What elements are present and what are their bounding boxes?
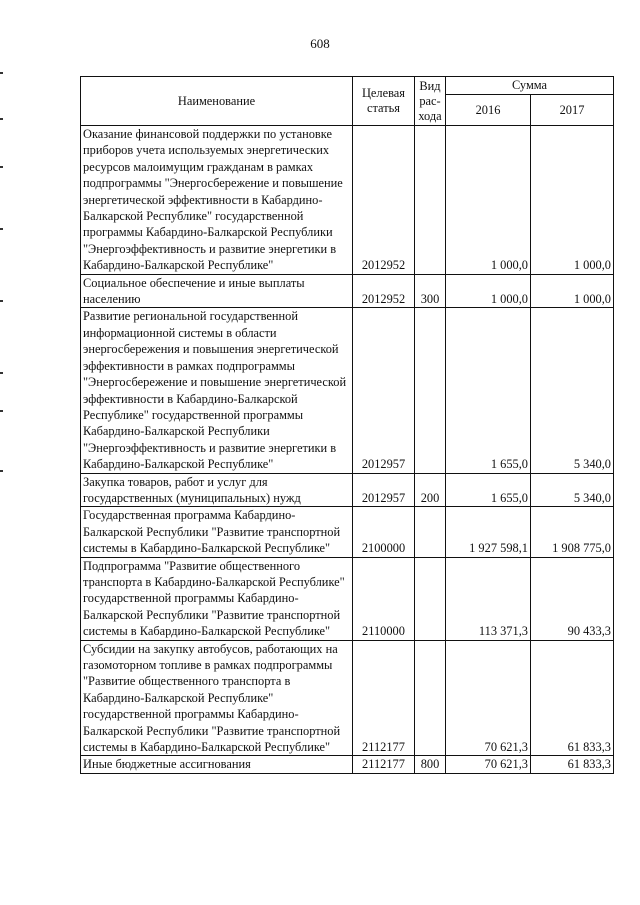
row-name-cell: Развитие региональной государственной информационной системы в области энергосбережения и повышения энергетической эффективности в рамках подпрограммы "Энергосбережение и повышение энергетической эффективности в Кабардино-Балкарской Республике" государственной программы Кабардино-Балкарской Республики "Энергоэффективность и развитие энергетики в Кабардино-Балкарской Республике" <box>81 308 353 473</box>
table-row <box>81 756 614 773</box>
header-row <box>81 77 614 95</box>
scan-edge-marks <box>0 0 4 905</box>
row-sum-2017-cell: 5 340,0 <box>531 473 614 507</box>
row-name-cell: Субсидии на закупку автобусов, работающих на газомоторном топливе в рамках подпрограммы "Развитие общественного транспорта в Кабардино-Балкарской Республике" государственной программы Кабардино-Балкарской Республики "Развитие транспортной системы в Кабардино-Балкарской Республике" <box>81 640 353 756</box>
table-row <box>81 557 614 640</box>
header-target: Целевая статья <box>353 77 415 126</box>
row-type-cell: 200 <box>415 473 446 507</box>
row-sum-2016-cell: 1 000,0 <box>446 274 531 308</box>
row-sum-2017-cell: 1 908 775,0 <box>531 507 614 557</box>
row-sum-2017-cell: 61 833,3 <box>531 640 614 756</box>
row-name-cell: Государственная программа Кабардино-Балкарской Республики "Развитие транспортной системы в Кабардино-Балкарской Республике" <box>81 507 353 557</box>
row-sum-2017-cell: 1 000,0 <box>531 126 614 275</box>
table-row <box>81 274 614 308</box>
row-target-cell: 2012952 <box>353 126 415 275</box>
table-row <box>81 507 614 557</box>
row-type-cell <box>415 640 446 756</box>
row-name-cell: Социальное обеспечение и иные выплаты населению <box>81 274 353 308</box>
page-number: 608 <box>310 36 330 51</box>
row-target-cell: 2012957 <box>353 308 415 473</box>
row-type-cell <box>415 308 446 473</box>
row-name-cell: Иные бюджетные ассигнования <box>81 756 353 773</box>
row-sum-2017-cell: 5 340,0 <box>531 308 614 473</box>
row-target-cell: 2110000 <box>353 557 415 640</box>
row-name-cell: Подпрограмма "Развитие общественного транспорта в Кабардино-Балкарской Республике" государственной программы Кабардино-Балкарской Республики "Развитие транспортной системы в Кабардино-Балкарской Республике" <box>81 557 353 640</box>
row-name-cell: Закупка товаров, работ и услуг для государственных (муниципальных) нужд <box>81 473 353 507</box>
row-type-cell <box>415 126 446 275</box>
row-sum-2016-cell: 1 655,0 <box>446 308 531 473</box>
row-sum-2016-cell: 1 000,0 <box>446 126 531 275</box>
header-year-2016: 2016 <box>446 95 531 126</box>
row-target-cell: 2100000 <box>353 507 415 557</box>
row-type-cell <box>415 557 446 640</box>
row-target-cell: 2112177 <box>353 640 415 756</box>
header-type: Вид рас-хода <box>415 77 446 126</box>
table-body <box>81 126 614 774</box>
row-sum-2016-cell: 1 655,0 <box>446 473 531 507</box>
row-sum-2017-cell: 90 433,3 <box>531 557 614 640</box>
row-target-cell: 2012952 <box>353 274 415 308</box>
row-target-cell: 2012957 <box>353 473 415 507</box>
row-sum-2016-cell: 70 621,3 <box>446 756 531 773</box>
table-row <box>81 640 614 756</box>
table-row <box>81 308 614 473</box>
row-type-cell <box>415 507 446 557</box>
header-sum: Сумма <box>446 77 614 95</box>
row-sum-2016-cell: 1 927 598,1 <box>446 507 531 557</box>
row-sum-2016-cell: 70 621,3 <box>446 640 531 756</box>
table-row <box>81 126 614 275</box>
row-name-cell: Оказание финансовой поддержки по установке приборов учета используемых энергетических ресурсов малоимущим гражданам в рамках подпрограммы "Энергосбережение и повышение энергетической эффективности в Кабардино-Балкарской Республике" государственной программы Кабардино-Балкарской Республики "Энергоэффективность и развитие энергетики в Кабардино-Балкарской Республике" <box>81 126 353 275</box>
row-sum-2017-cell: 61 833,3 <box>531 756 614 773</box>
row-sum-2016-cell: 113 371,3 <box>446 557 531 640</box>
row-sum-2017-cell: 1 000,0 <box>531 274 614 308</box>
row-type-cell: 800 <box>415 756 446 773</box>
row-target-cell: 2112177 <box>353 756 415 773</box>
row-type-cell: 300 <box>415 274 446 308</box>
budget-table <box>80 76 614 774</box>
table-row <box>81 473 614 507</box>
header-year-2017: 2017 <box>531 95 614 126</box>
header-name: Наименование <box>81 77 353 126</box>
